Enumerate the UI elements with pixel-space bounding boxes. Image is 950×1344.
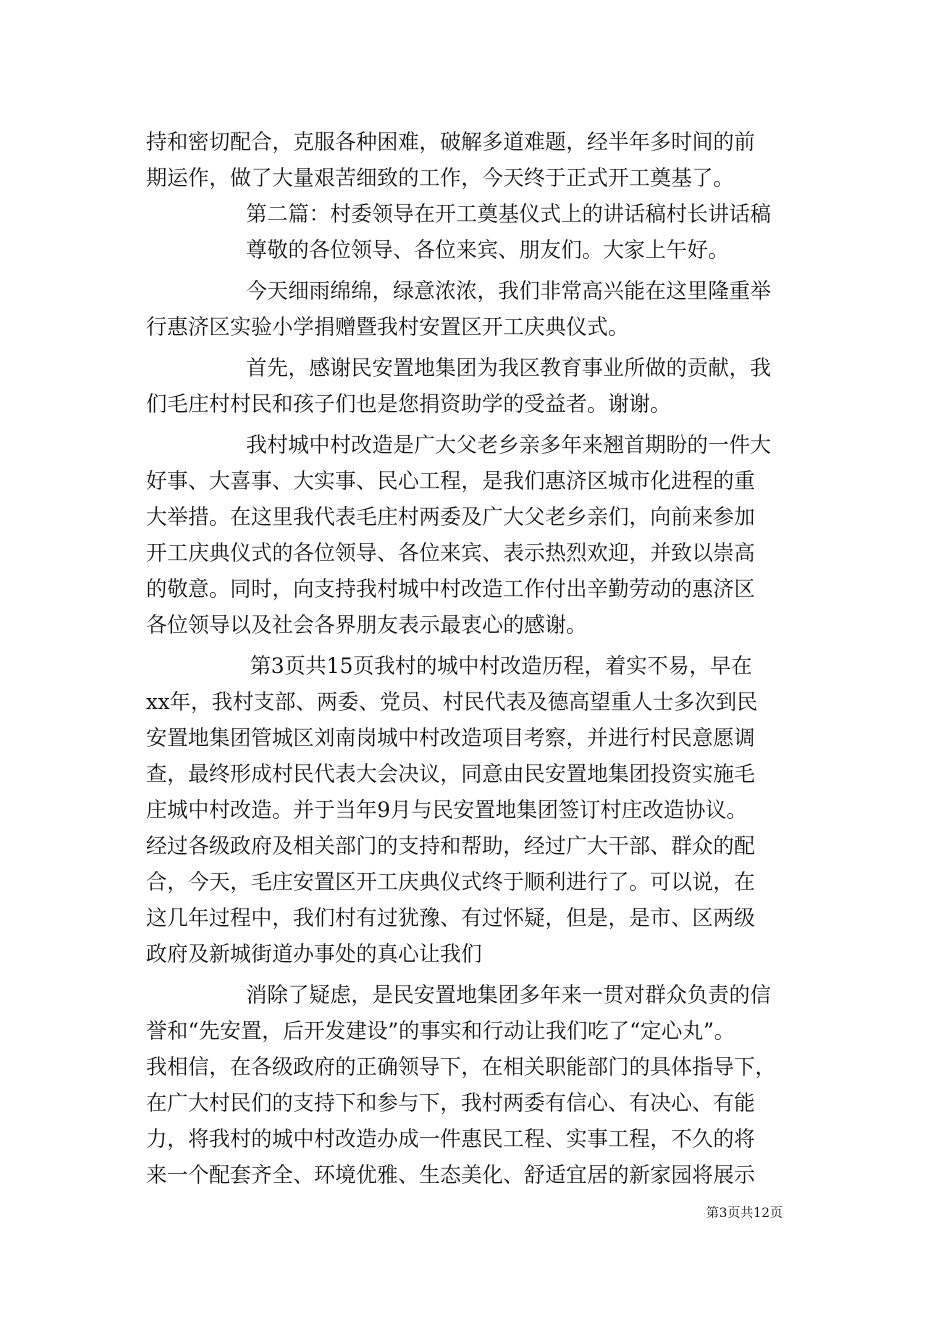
text-line: 经过各级政府及相关部门的支持和帮助，经过广大干部、群众的配 [146,834,755,858]
text-line: 开工庆典仪式的各位领导、各位来宾、表示热烈欢迎，并致以崇高 [146,541,755,565]
document-body [146,124,810,1193]
text-line: 各位领导以及社会各界朋友表示最衷心的感谢。 [146,613,587,637]
text-line: 我村城中村改造是广大父老乡亲多年来翘首期盼的一件大 [246,433,771,457]
text-line: 首先，感谢民安置地集团为我区教育事业所做的贡献，我 [246,356,771,380]
text-line: 消除了疑虑，是民安置地集团多年来一贯对群众负责的信 [246,983,771,1007]
text-line: 誉和“先安置，后开发建设”的事实和行动让我们吃了“定心丸”。 [146,1019,735,1043]
text-line: 大举措。在这里我代表毛庄村两委及广大父老乡亲们，向前来参加 [146,505,755,529]
text-line: 合，今天，毛庄安置区开工庆典仪式终于顺利进行了。可以说，在 [146,870,755,894]
text-line: 政府及新城街道办事处的真心让我们 [146,942,482,966]
text-line: 在广大村民们的支持下和参与下，我村两委有信心、有决心、有能 [146,1091,755,1115]
text-line: 我相信，在各级政府的正确领导下，在相关职能部门的具体指导下， [146,1055,776,1079]
text-line: 这几年过程中，我们村有过犹豫、有过怀疑，但是，是市、区两级 [146,906,755,930]
text-line: 庄城中村改造。并于当年9月与民安置地集团签订村庄改造协议。 [146,798,748,822]
text-line: 来一个配套齐全、环境优雅、生态美化、舒适宜居的新家园将展示 [146,1163,755,1187]
text-line: 力，将我村的城中村改造办成一件惠民工程、实事工程，不久的将 [146,1127,755,1151]
text-line: 行惠济区实验小学捐赠暨我村安置区开工庆典仪式。 [146,315,629,339]
text-line: 的敬意。同时，向支持我村城中村改造工作付出辛勤劳动的惠济区 [146,577,755,601]
page-number: 第3页共12页 [706,1206,783,1221]
text-line: 持和密切配合，克服各种困难，破解多道难题，经半年多时间的前 [146,130,755,154]
text-line: 查，最终形成村民代表大会决议，同意由民安置地集团投资实施毛 [146,762,755,786]
text-line: 尊敬的各位领导、各位来宾、朋友们。大家上午好。 [246,238,729,262]
text-line: 期运作，做了大量艰苦细致的工作，今天终于正式开工奠基了。 [146,166,734,190]
text-line: 好事、大喜事、大实事、民心工程，是我们惠济区城市化进程的重 [146,469,755,493]
text-line: 今天细雨绵绵，绿意浓浓，我们非常高兴能在这里隆重举 [246,279,771,303]
text-line: 第3页共15页我村的城中村改造历程，着实不易，早在 [250,654,753,678]
section-heading: 第二篇：村委领导在开工奠基仪式上的讲话稿村长讲话稿 [246,202,771,226]
text-line: xx年，我村支部、两委、党员、村民代表及德高望重人士多次到民 [146,690,758,714]
text-line: 们毛庄村村民和孩子们也是您捐资助学的受益者。谢谢。 [146,392,671,416]
text-line: 安置地集团管城区刘南岗城中村改造项目考察，并进行村民意愿调 [146,726,755,750]
